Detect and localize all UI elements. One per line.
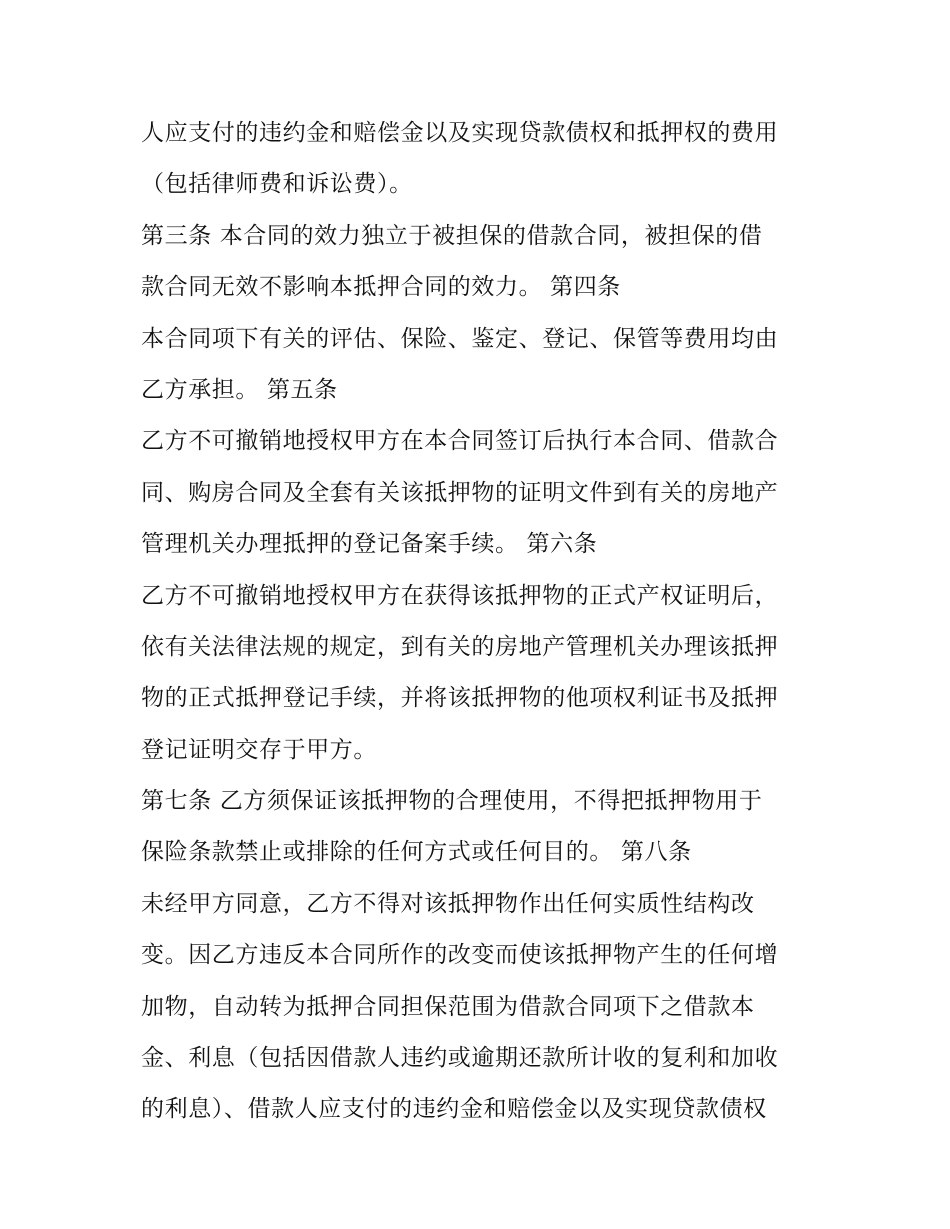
text-line: 物的正式抵押登记手续，并将该抵押物的他项权利证书及抵押 — [141, 685, 779, 712]
text-line: 变。因乙方违反本合同所作的改变而使该抵押物产生的任何增 — [141, 942, 779, 969]
text-line: 登记证明交存于甲方。 — [141, 736, 377, 763]
text-line: 第三条 本合同的效力独立于被担保的借款合同，被担保的借 — [141, 222, 763, 249]
text-line: 金、利息（包括因借款人违约或逾期还款所计收的复利和加收 — [141, 1045, 779, 1072]
text-line: 人应支付的违约金和赔偿金以及实现贷款债权和抵押权的费用 — [141, 120, 779, 146]
text-line: 的利息）、借款人应支付的违约金和赔偿金以及实现贷款债权 — [141, 1096, 767, 1123]
text-line: 乙方不可撤销地授权甲方在获得该抵押物的正式产权证明后， — [141, 582, 779, 609]
text-line: 第七条 乙方须保证该抵押物的合理使用，不得把抵押物用于 — [141, 788, 763, 815]
text-line: 未经甲方同意，乙方不得对该抵押物作出任何实质性结构改 — [141, 890, 755, 917]
text-line: 同、购房合同及全套有关该抵押物的证明文件到有关的房地产 — [141, 479, 779, 506]
document-body — [141, 108, 831, 1136]
text-line: 款合同无效不影响本抵押合同的效力。 第四条 — [141, 274, 621, 301]
text-line: 本合同项下有关的评估、保险、鉴定、登记、保管等费用均由 — [141, 325, 779, 352]
text-line: （包括律师费和诉讼费）。 — [141, 171, 413, 198]
text-line: 乙方承担。 第五条 — [141, 376, 338, 403]
text-line: 依有关法律法规的规定，到有关的房地产管理机关办理该抵押 — [141, 633, 779, 660]
text-line: 保险条款禁止或排除的任何方式或任何目的。 第八条 — [141, 839, 692, 866]
text-line: 加物，自动转为抵押合同担保范围为借款合同项下之借款本 — [141, 993, 755, 1020]
text-line: 管理机关办理抵押的登记备案手续。 第六条 — [141, 531, 598, 558]
text-line: 乙方不可撤销地授权甲方在本合同签订后执行本合同、借款合 — [141, 428, 779, 455]
